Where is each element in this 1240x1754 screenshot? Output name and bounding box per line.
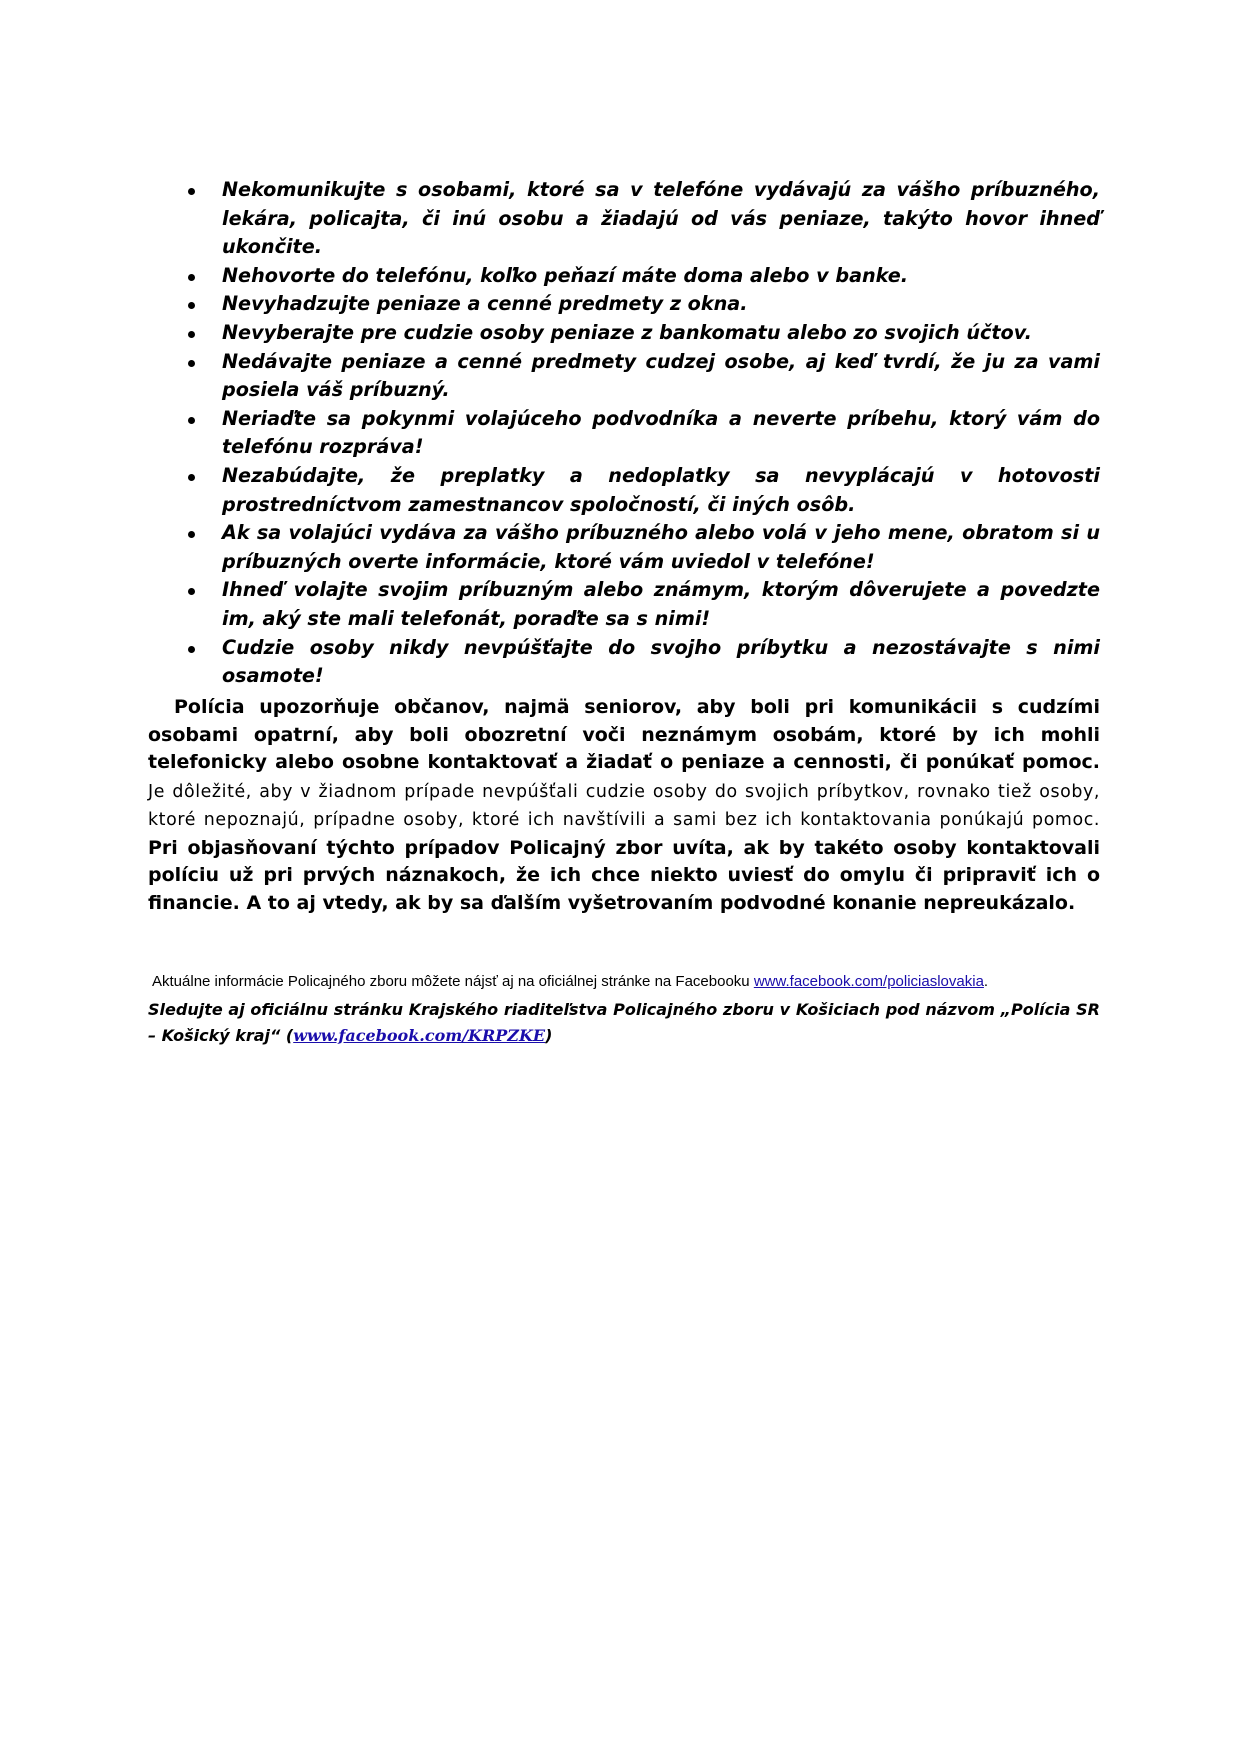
bullet-icon [188,646,195,653]
list-item [180,290,1100,319]
list-item-text: Nevyhadzujte peniaze a cenné predmety z okna. [222,292,748,316]
warning-text-bold-intro: Polícia upozorňuje občanov, najmä seniorov, aby boli pri komunikácii s cudzími osobami opatrní, aby boli obozretní voči neznámym osobám, ktoré by ich mohli telefonicky alebo osobne kontaktovať a žiadať o peniaze a cennosti, či ponúkať pomoc. [148,696,1100,773]
facebook-krpzke-link[interactable]: www.facebook.com/KRPZKE [293,1026,546,1045]
list-item [180,262,1100,291]
bullet-icon [188,331,195,338]
list-item [180,519,1100,576]
list-item [180,348,1100,405]
list-item [180,176,1100,262]
list-item-text: Ihneď volajte svojim príbuzným alebo známym, ktorým dôverujete a povedzte im, aký ste mali telefonát, poraďte sa s nimi! [222,578,1100,630]
facebook-policiaslovakia-link[interactable]: www.facebook.com/policiaslovakia [753,973,984,990]
follow-end: ) [545,1026,553,1045]
list-item-text: Nedávajte peniaze a cenné predmety cudzej osobe, aj keď tvrdí, že ju za vami posiela váš príbuzný. [222,349,1100,402]
bullet-icon [188,588,195,595]
bullet-icon [188,531,195,538]
follow-text: Sledujte aj oficiálnu stránku Krajského riaditeľstva Policajného zboru v Košiciach pod názvom „Polícia SR – Košický kraj“ ( [148,1000,1100,1045]
facebook-info-text: Aktuálne informácie Policajného zboru môžete nájsť aj na oficiálnej stránke na Facebooku [152,973,754,990]
list-item-text: Nehovorte do telefónu, koľko peňazí máte doma alebo v banke. [222,263,909,287]
bullet-icon [188,474,195,481]
bullet-icon [188,302,195,309]
bullet-icon [188,188,195,195]
police-warning-paragraph [148,694,1100,917]
list-item [180,576,1100,633]
warning-text-normal: Je dôležité, aby v žiadnom prípade nevpúšťali cudzie osoby do svojich príbytkov, rovnako tiež osoby, ktoré nepoznajú, prípadne osoby, ktoré ich navštívili a sami bez ich kontaktovania ponúkajú pomoc. [148,781,1100,830]
bullet-icon [188,274,195,281]
bullet-icon [188,360,195,367]
list-item-text: Cudzie osoby nikdy nevpúšťajte do svojho príbytku a nezostávajte s nimi osamote! [222,635,1100,688]
list-item-text: Neriaďte sa pokynmi volajúceho podvodníka a neverte príbehu, ktorý vám do telefónu rozpráva! [222,406,1100,459]
bullet-icon [188,417,195,424]
list-item-text: Nevyberajte pre cudzie osoby peniaze z bankomatu alebo zo svojich účtov. [222,320,1032,344]
warning-text-bold-outro: Pri objasňovaní týchto prípadov Policajný zbor uvíta, ak by takéto osoby kontaktovali políciu už pri prvých náznakoch, že ich chce niekto uviesť do omylu či pripraviť ich o financie. A to aj vtedy, ak by sa ďalším vyšetrovaním podvodné konanie nepreukázalo. [148,836,1100,914]
list-item [180,319,1100,348]
list-item-text: Nezabúdajte, že preplatky a nedoplatky sa nevyplácajú v hotovosti prostredníctvom zamestnancov spoločností, či iných osôb. [222,463,1100,516]
list-item [180,405,1100,462]
facebook-info-line [152,972,1100,992]
list-item [180,634,1100,691]
facebook-info-end: . [983,973,989,990]
safety-tips-list [180,176,1100,691]
follow-regional-page-line [148,997,1100,1049]
list-item-text: Ak sa volajúci vydáva za vášho príbuzného alebo volá v jeho mene, obratom si u príbuzných overte informácie, ktoré vám uviedol v telefóne! [222,521,1100,573]
list-item [180,462,1100,519]
list-item-text: Nekomunikujte s osobami, ktoré sa v telefóne vydávajú za vášho príbuzného, lekára, policajta, či inú osobu a žiadajú od vás peniaze, takýto hovor ihneď ukončite. [222,178,1100,259]
